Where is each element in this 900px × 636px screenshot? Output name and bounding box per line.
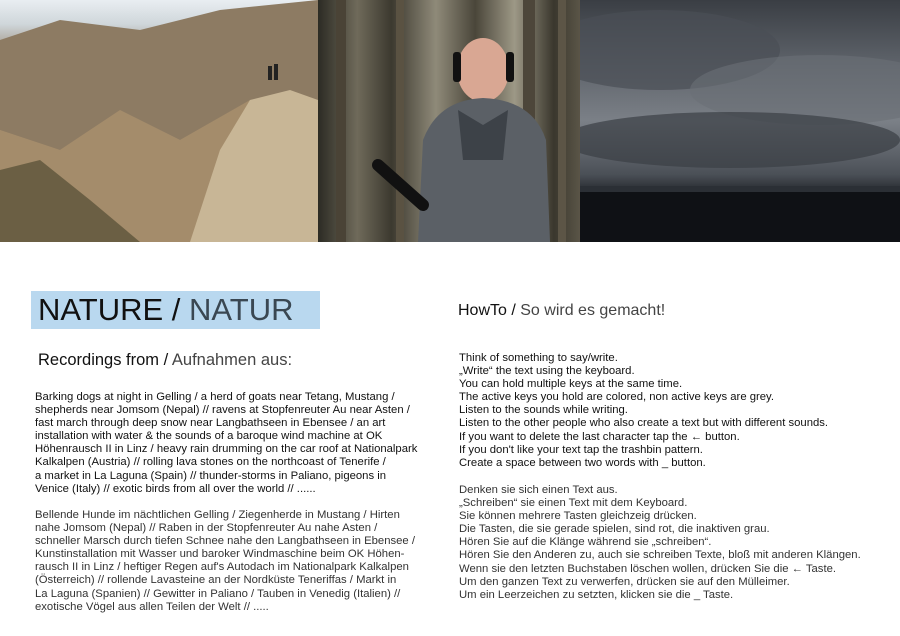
instruction-line: Listen to the sounds while writing. xyxy=(459,404,628,417)
stormy-sea-photo xyxy=(580,0,900,242)
instruction-line: Listen to the other people who also create a text but with different sounds. xyxy=(459,417,829,430)
instruction-line: Create a space between two words with _ button. xyxy=(459,456,706,469)
recordings-english: Recordings from xyxy=(38,351,160,369)
howto-heading xyxy=(458,302,665,320)
recordings-line: La Laguna (Spanien) // Gewitter in Paliano / Tauben in Venedig (Italien) // xyxy=(35,587,401,600)
mountain-canyon-photo xyxy=(0,0,318,242)
recordings-line: shepherds near Jomsom (Nepal) // ravens at Stopfenreuter Au near Asten / xyxy=(35,404,410,417)
instruction-line: If you want to delete the last character tap the ← button. xyxy=(459,430,740,443)
recordings-line: Kunstinstallation mit Wasser und baroker Windmaschine beim OK Höhen- xyxy=(35,548,405,561)
instruction-line: Sie können mehrere Tasten gleichzeig drücken. xyxy=(459,510,697,523)
instruction-line: Think of something to say/write. xyxy=(459,352,618,364)
instruction-line: Denken sie sich einen Text aus. xyxy=(459,484,618,496)
howto-separator: / xyxy=(506,302,521,319)
howto-english: HowTo xyxy=(458,302,507,319)
instruction-line: The active keys you hold are colored, non active keys are grey. xyxy=(459,391,775,404)
title-english: NATURE xyxy=(38,292,164,327)
title-german: NATUR xyxy=(189,292,294,327)
title-separator: / xyxy=(163,292,189,327)
instructions-english xyxy=(459,352,828,470)
recordings-german: Aufnahmen aus: xyxy=(171,351,293,369)
field-recordist-forest-photo xyxy=(318,0,580,242)
mountain-canyon-graphic xyxy=(0,0,318,242)
instruction-line: Um ein Leerzeichen zu setzten, klicken sie die _ Taste. xyxy=(459,588,734,601)
instruction-line: Hören Sie auf die Klänge während sie „schreiben“. xyxy=(459,536,712,549)
recordings-line: schneller Marsch durch tiefen Schnee nahe den Langbathseen in Ebensee / xyxy=(35,535,415,548)
instruction-line: Die Tasten, die sie gerade spielen, sind rot, die inaktiven grau. xyxy=(459,523,770,536)
recordist-graphic xyxy=(318,0,580,242)
recordings-heading xyxy=(38,351,292,370)
stormy-sky-graphic xyxy=(580,0,900,242)
instructions-german xyxy=(459,484,861,602)
howto-german: So wird es gemacht! xyxy=(520,302,666,319)
recordings-line: (Österreich) // rollende Lavasteine an der Nordküste Teneriffas / Markt in xyxy=(35,574,397,587)
recordings-line: Venice (Italy) // exotic birds from all over the world // ...... xyxy=(35,482,316,495)
instruction-line: Hören Sie den Anderen zu, auch sie schreiben Texte, bloß mit anderen Klängen. xyxy=(459,549,861,562)
instruction-line: „Schreiben“ sie einen Text mit dem Keyboard. xyxy=(459,497,688,510)
instruction-line: If you don't like your text tap the trashbin pattern. xyxy=(459,443,703,456)
recordings-line: a market in La Laguna (Spain) // thunder-storms in Paliano, pigeons in xyxy=(35,469,387,482)
instruction-line: „Write“ the text using the keyboard. xyxy=(459,365,635,378)
recordings-line: exotische Vögel aus allen Teilen der Welt // ..... xyxy=(35,600,269,613)
instruction-line: Wenn sie den letzten Buchstaben löschen wollen, drücken Sie die ← Taste. xyxy=(459,562,837,575)
recordings-line: nahe Jomsom (Nepal) // Raben in der Stopfenreuter Au nahe Asten / xyxy=(35,522,378,535)
recordings-line: Barking dogs at night in Gelling / a herd of goats near Tetang, Mustang / xyxy=(35,391,395,403)
recordings-line: Höhenrausch II in Linz / heavy rain drumming on the car roof at Nationalpark xyxy=(35,443,418,456)
recordings-separator: / xyxy=(159,351,172,369)
instruction-line: Um den ganzen Text zu verwerfen, drücken sie auf den Mülleimer. xyxy=(459,575,790,588)
recordings-line: Kalkalpen (Austria) // rolling lava stones on the northcoast of Tenerife / xyxy=(35,456,386,469)
instruction-line: You can hold multiple keys at the same time. xyxy=(459,378,683,391)
recordings-list-english xyxy=(35,391,417,496)
recordings-line: Bellende Hunde im nächtlichen Gelling / Ziegenherde in Mustang / Hirten xyxy=(35,509,400,521)
page-title xyxy=(38,291,293,329)
recordings-line: rausch II in Linz / heftiger Regen auf's Autodach im Nationalpark Kalkalpen xyxy=(35,561,409,574)
recordings-list-german xyxy=(35,509,415,614)
recordings-line: fast march through deep snow near Langbathseen in Ebensee / an art xyxy=(35,417,386,430)
recordings-line: installation with water & the sounds of a baroque wind machine at OK xyxy=(35,430,383,443)
photo-banner xyxy=(0,0,900,242)
